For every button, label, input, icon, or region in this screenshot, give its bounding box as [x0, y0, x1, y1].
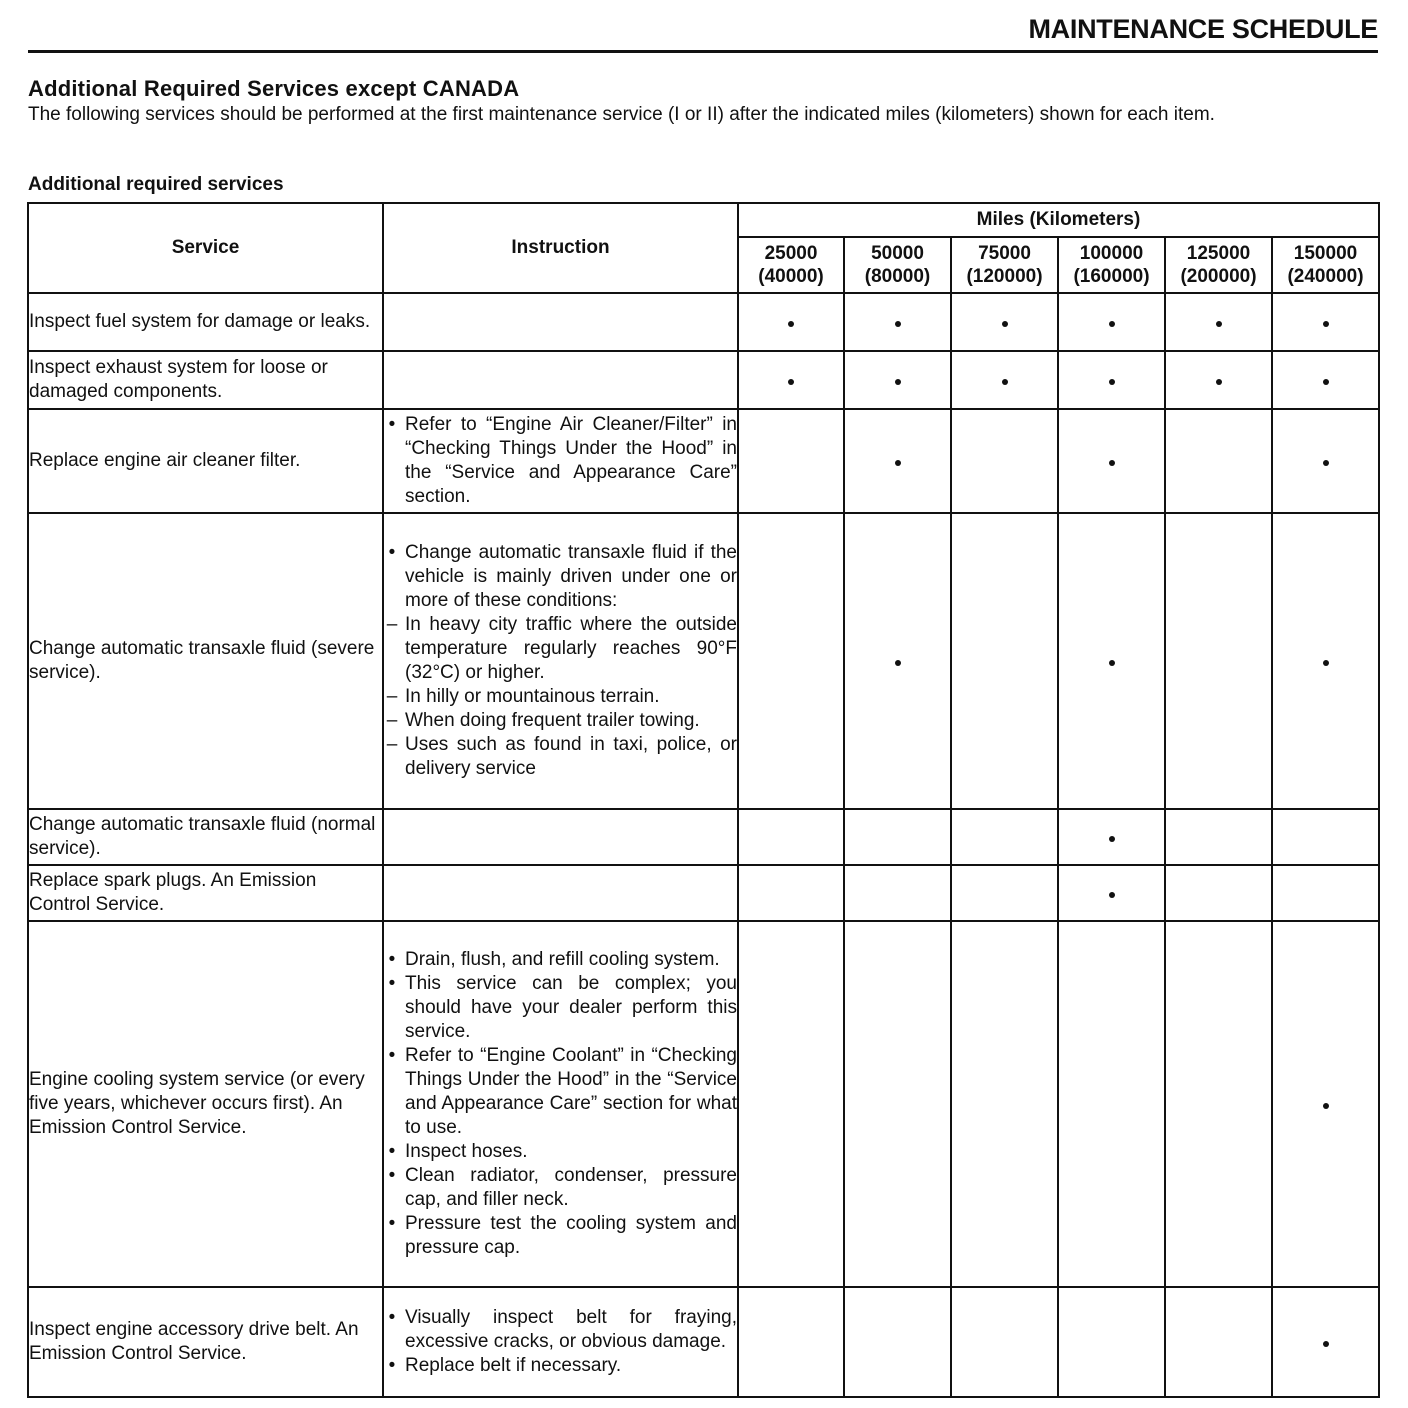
section-title: Additional Required Services except CANADA	[28, 76, 520, 101]
interval-mark-cell	[738, 409, 844, 513]
interval-mark-cell	[1165, 293, 1272, 351]
interval-mark-cell	[844, 513, 951, 809]
interval-kilometers: (240000)	[1287, 266, 1364, 287]
table-head	[28, 203, 1379, 293]
interval-header-cell	[1165, 237, 1272, 293]
dash-icon: –	[386, 686, 398, 707]
interval-miles: 150000	[1293, 243, 1358, 264]
service-due-dot-icon	[1109, 836, 1115, 842]
interval-mark-cell	[844, 293, 951, 351]
interval-mark-cell	[951, 1287, 1058, 1397]
instruction-text: Replace belt if necessary.	[405, 1355, 622, 1376]
bullet-icon: •	[388, 1307, 396, 1328]
interval-miles: 100000	[1079, 243, 1144, 264]
interval-mark-cell	[1058, 293, 1165, 351]
service-cell: Inspect engine accessory drive belt. An Emission Control Service.	[28, 1287, 383, 1397]
interval-kilometers: (80000)	[864, 266, 931, 287]
interval-mark-cell	[844, 1287, 951, 1397]
interval-header-cell	[1272, 237, 1379, 293]
instruction-cell	[383, 513, 738, 809]
service-due-dot-icon	[895, 660, 901, 666]
interval-header-cell	[951, 237, 1058, 293]
interval-mark-cell	[1272, 409, 1379, 513]
service-due-dot-icon	[1323, 1103, 1329, 1109]
instruction-cell	[383, 293, 738, 351]
instruction-item	[384, 1044, 737, 1140]
dash-icon: –	[386, 710, 398, 731]
interval-miles: 75000	[978, 243, 1031, 264]
instruction-item	[384, 1354, 737, 1378]
service-due-dot-icon	[1002, 379, 1008, 385]
instruction-text: Inspect hoses.	[405, 1141, 528, 1162]
instruction-cell	[383, 1287, 738, 1397]
table-row	[28, 865, 1379, 921]
interval-kilometers: (160000)	[1073, 266, 1150, 287]
interval-mark-cell	[738, 1287, 844, 1397]
service-due-dot-icon	[895, 321, 901, 327]
service-cell: Engine cooling system service (or every five years, whichever occurs first). An Emission Control Service.	[28, 921, 383, 1287]
instruction-item	[384, 1212, 737, 1260]
table-row	[28, 921, 1379, 1287]
interval-mark-cell	[1165, 409, 1272, 513]
bullet-icon: •	[388, 414, 396, 435]
interval-miles: 50000	[871, 243, 924, 264]
interval-mark-cell	[1272, 809, 1379, 865]
service-due-dot-icon	[1002, 321, 1008, 327]
service-due-dot-icon	[1216, 321, 1222, 327]
interval-header-cell	[738, 237, 844, 293]
dash-icon: –	[386, 614, 398, 635]
service-due-dot-icon	[1323, 321, 1329, 327]
instruction-item	[384, 972, 737, 1044]
interval-mark-cell	[844, 921, 951, 1287]
service-due-dot-icon	[788, 321, 794, 327]
header-rule	[28, 50, 1378, 53]
interval-mark-cell	[1165, 865, 1272, 921]
service-cell: Inspect fuel system for damage or leaks.	[28, 293, 383, 351]
interval-mark-cell	[1058, 1287, 1165, 1397]
service-due-dot-icon	[1323, 379, 1329, 385]
interval-mark-cell	[951, 865, 1058, 921]
bullet-icon: •	[388, 1141, 396, 1162]
table-caption: Additional required services	[28, 174, 284, 195]
bullet-icon: •	[388, 542, 396, 563]
interval-miles: 25000	[764, 243, 818, 264]
interval-kilometers: (120000)	[966, 266, 1043, 287]
interval-mark-cell	[951, 809, 1058, 865]
instruction-text: Refer to “Engine Air Cleaner/Filter” in “Checking Things Under the Hood” in the “Service and Appearance Care” section.	[405, 414, 737, 507]
interval-mark-cell	[1272, 865, 1379, 921]
service-column-header: Service	[28, 203, 383, 293]
service-cell: Change automatic transaxle fluid (normal service).	[28, 809, 383, 865]
interval-mark-cell	[844, 865, 951, 921]
interval-mark-cell	[1058, 513, 1165, 809]
service-due-dot-icon	[1109, 321, 1115, 327]
interval-mark-cell	[844, 351, 951, 409]
header-row	[28, 203, 1379, 237]
instruction-cell	[383, 809, 738, 865]
interval-mark-cell	[1272, 513, 1379, 809]
interval-mark-cell	[1058, 921, 1165, 1287]
instruction-text: In heavy city traffic where the outside temperature regularly reaches 90°F (32°C) or higher.	[405, 614, 737, 683]
instruction-cell	[383, 865, 738, 921]
instruction-text: Change automatic transaxle fluid if the vehicle is mainly driven under one or more of these conditions:	[405, 542, 737, 611]
instruction-text: Pressure test the cooling system and pressure cap.	[405, 1213, 737, 1258]
interval-mark-cell	[738, 865, 844, 921]
interval-mark-cell	[1165, 1287, 1272, 1397]
bullet-icon: •	[388, 1045, 396, 1066]
service-cell: Replace engine air cleaner filter.	[28, 409, 383, 513]
instruction-text: In hilly or mountainous terrain.	[405, 686, 660, 707]
instruction-text: Refer to “Engine Coolant” in “Checking Things Under the Hood” in the “Service and Appearance Care” section for what to use.	[405, 1045, 737, 1138]
interval-mark-cell	[951, 921, 1058, 1287]
interval-mark-cell	[1272, 293, 1379, 351]
instruction-text: Clean radiator, condenser, pressure cap, and filler neck.	[405, 1165, 737, 1210]
interval-mark-cell	[1058, 865, 1165, 921]
service-due-dot-icon	[1216, 379, 1222, 385]
service-due-dot-icon	[1109, 379, 1115, 385]
interval-mark-cell	[1165, 513, 1272, 809]
interval-miles: 125000	[1186, 243, 1251, 264]
table-row	[28, 1287, 1379, 1397]
instruction-item	[384, 733, 737, 781]
service-due-dot-icon	[1109, 892, 1115, 898]
dash-icon: –	[386, 734, 398, 755]
maintenance-table	[27, 202, 1380, 1398]
service-due-dot-icon	[788, 379, 794, 385]
interval-mark-cell	[1272, 1287, 1379, 1397]
interval-mark-cell	[738, 293, 844, 351]
instruction-item	[384, 685, 737, 709]
service-due-dot-icon	[1323, 1341, 1329, 1347]
instruction-text: When doing frequent trailer towing.	[405, 710, 700, 731]
miles-column-header: Miles (Kilometers)	[738, 203, 1379, 237]
interval-mark-cell	[738, 351, 844, 409]
table-row	[28, 809, 1379, 865]
interval-mark-cell	[1058, 409, 1165, 513]
interval-header-cell	[844, 237, 951, 293]
instruction-item	[384, 541, 737, 613]
instruction-text: Uses such as found in taxi, police, or delivery service	[405, 734, 737, 779]
interval-mark-cell	[844, 809, 951, 865]
instruction-list	[384, 948, 737, 1260]
interval-mark-cell	[1165, 351, 1272, 409]
instruction-text: Visually inspect belt for fraying, excessive cracks, or obvious damage.	[405, 1307, 737, 1352]
instruction-column-header: Instruction	[383, 203, 738, 293]
instruction-item	[384, 1140, 737, 1164]
bullet-icon: •	[388, 973, 396, 994]
service-cell: Replace spark plugs. An Emission Control Service.	[28, 865, 383, 921]
interval-mark-cell	[738, 513, 844, 809]
interval-mark-cell	[738, 921, 844, 1287]
service-due-dot-icon	[895, 460, 901, 466]
instruction-item	[384, 948, 737, 972]
instruction-item	[384, 1164, 737, 1212]
table-row	[28, 409, 1379, 513]
service-due-dot-icon	[1323, 460, 1329, 466]
service-due-dot-icon	[1323, 660, 1329, 666]
interval-mark-cell	[738, 809, 844, 865]
service-due-dot-icon	[1109, 460, 1115, 466]
table-row	[28, 351, 1379, 409]
interval-mark-cell	[1058, 809, 1165, 865]
table-body	[28, 293, 1379, 1397]
interval-mark-cell	[1165, 921, 1272, 1287]
instruction-text: Drain, flush, and refill cooling system.	[405, 949, 720, 970]
instruction-cell	[383, 921, 738, 1287]
interval-mark-cell	[951, 513, 1058, 809]
interval-mark-cell	[844, 409, 951, 513]
instruction-item	[384, 1306, 737, 1354]
interval-mark-cell	[951, 351, 1058, 409]
interval-mark-cell	[951, 409, 1058, 513]
bullet-icon: •	[388, 1165, 396, 1186]
instruction-cell	[383, 351, 738, 409]
table-row	[28, 513, 1379, 809]
interval-mark-cell	[951, 293, 1058, 351]
instruction-text: This service can be complex; you should have your dealer perform this service.	[405, 973, 737, 1042]
interval-kilometers: (200000)	[1180, 266, 1257, 287]
instruction-item	[384, 613, 737, 685]
instruction-list	[384, 413, 737, 509]
section-intro: The following services should be performed at the first maintenance service (I or II) after the indicated miles (kilometers) shown for each item.	[28, 104, 1215, 125]
service-due-dot-icon	[1109, 660, 1115, 666]
instruction-list	[384, 1306, 737, 1378]
interval-header-cell	[1058, 237, 1165, 293]
interval-mark-cell	[1058, 351, 1165, 409]
instruction-list	[384, 541, 737, 781]
page-header-title: MAINTENANCE SCHEDULE	[1028, 14, 1378, 44]
bullet-icon: •	[388, 1355, 396, 1376]
service-cell: Inspect exhaust system for loose or damaged components.	[28, 351, 383, 409]
interval-mark-cell	[1272, 351, 1379, 409]
table-row	[28, 293, 1379, 351]
instruction-item	[384, 709, 737, 733]
bullet-icon: •	[388, 949, 396, 970]
service-due-dot-icon	[895, 379, 901, 385]
instruction-item	[384, 413, 737, 509]
interval-mark-cell	[1272, 921, 1379, 1287]
interval-kilometers: (40000)	[758, 266, 824, 287]
service-cell: Change automatic transaxle fluid (severe service).	[28, 513, 383, 809]
bullet-icon: •	[388, 1213, 396, 1234]
interval-mark-cell	[1165, 809, 1272, 865]
instruction-cell	[383, 409, 738, 513]
